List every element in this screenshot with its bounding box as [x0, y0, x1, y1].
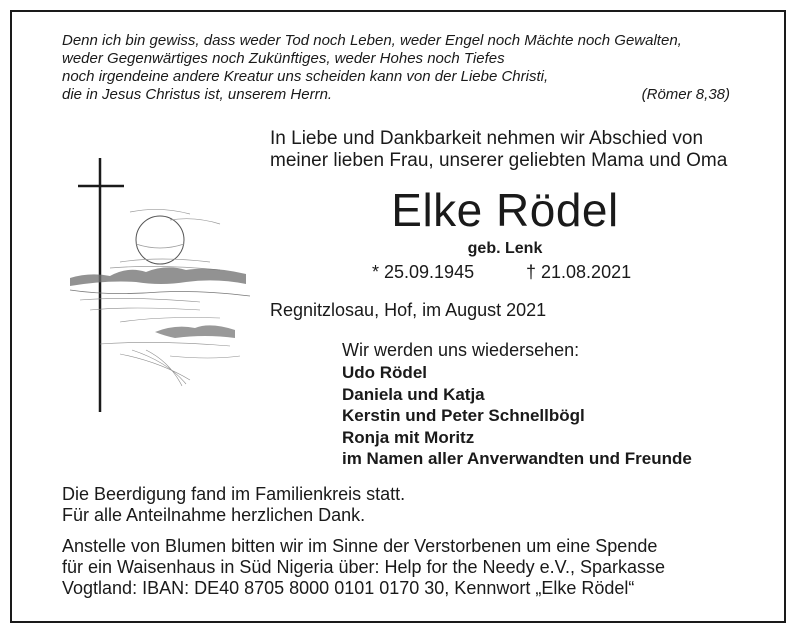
- birth-date: * 25.09.1945: [372, 262, 475, 282]
- donation-line-1: Anstelle von Blumen bitten wir im Sinne der Verstorbenen um eine Spende: [62, 536, 658, 556]
- donation-line-3: Vogtland: IBAN: DE40 8705 8000 0101 0170 30, Kennwort „Elke Rödel“: [62, 578, 635, 598]
- mourner-item: Daniela und Katja: [342, 384, 485, 404]
- maiden-name: geb. Lenk: [467, 240, 543, 257]
- mourners-list: [342, 362, 692, 470]
- place-and-date: Regnitzlosau, Hof, im August 2021: [270, 300, 547, 320]
- funeral-line-2: Für alle Anteilnahme herzlichen Dank.: [62, 505, 366, 525]
- funeral-line-1: Die Beerdigung fand im Familienkreis statt.: [62, 484, 406, 504]
- mourner-item: Kerstin und Peter Schnellbögl: [342, 406, 585, 425]
- verse-source: (Römer 8,38): [641, 86, 730, 103]
- mourner-item: Udo Rödel: [342, 363, 427, 382]
- verse-line-2: weder Gegenwärtiges noch Zukünftiges, weder Hohes noch Tiefes: [62, 50, 505, 67]
- verse-line-4: die in Jesus Christus ist, unserem Herrn.: [62, 86, 333, 103]
- bible-verse: [62, 32, 742, 104]
- intro-line-2: meiner lieben Frau, unserer geliebten Mama und Oma: [270, 150, 728, 171]
- deceased-name: Elke Rödel: [391, 184, 619, 236]
- sun-icon: [136, 216, 184, 264]
- intro-line-1: In Liebe und Dankbarkeit nehmen wir Abschied von: [270, 128, 704, 149]
- mourner-item: Ronja mit Moritz: [342, 427, 475, 447]
- landscape-illustration: [60, 150, 260, 420]
- reunion-line: Wir werden uns wiedersehen:: [342, 340, 580, 360]
- funeral-note: [62, 484, 405, 526]
- verse-line-3: noch irgendeine andere Kreatur uns scheiden kann von der Liebe Christi,: [62, 68, 549, 85]
- death-date: † 21.08.2021: [526, 262, 632, 282]
- mourner-item: im Namen aller Anverwandten und Freunde: [342, 449, 692, 468]
- donation-line-2: für ein Waisenhaus in Süd Nigeria über: Help for the Needy e.V., Sparkasse: [62, 557, 665, 577]
- donation-note: [62, 536, 665, 599]
- verse-line-1: Denn ich bin gewiss, dass weder Tod noch Leben, weder Engel noch Mächte noch Gewalten,: [62, 32, 682, 49]
- farewell-intro: [270, 128, 770, 172]
- cross-icon: [78, 158, 124, 412]
